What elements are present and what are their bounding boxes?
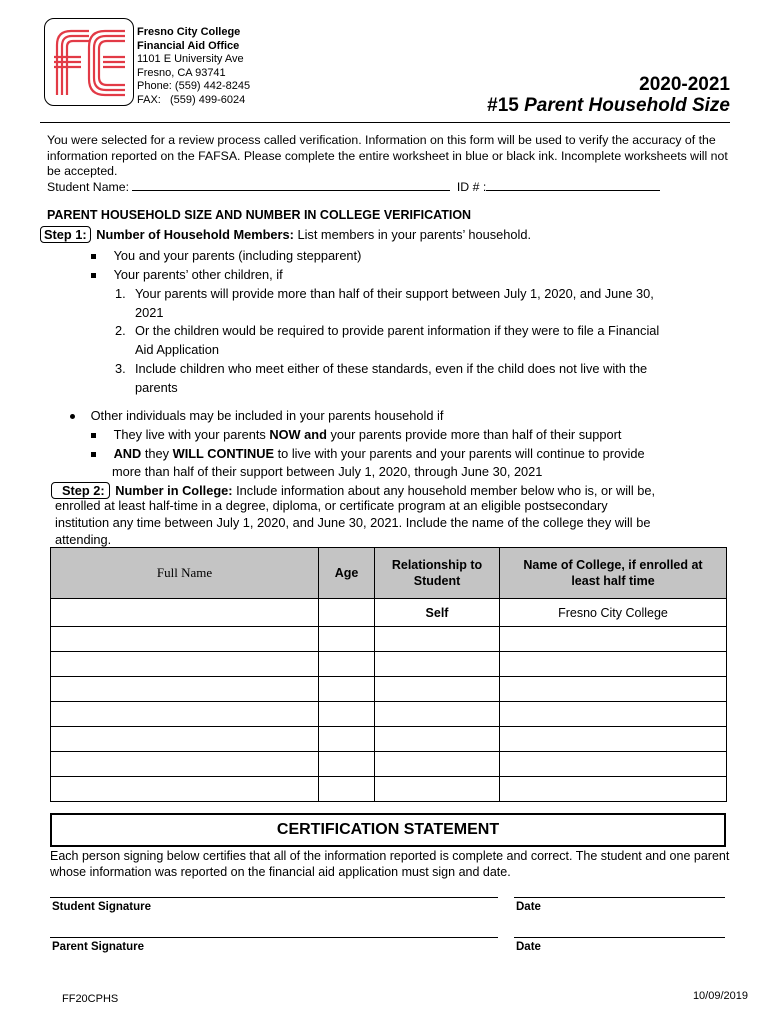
parent-signature-field[interactable] xyxy=(50,937,498,938)
sub1-text-a: They live with your parents xyxy=(113,427,270,442)
table-row xyxy=(51,702,727,727)
table-row xyxy=(51,627,727,652)
step1-text: List members in your parents’ household. xyxy=(293,227,532,242)
cell-relationship[interactable] xyxy=(375,727,500,752)
certification-heading: CERTIFICATION STATEMENT xyxy=(50,813,726,847)
student-id-label: ID # : xyxy=(456,180,487,194)
item-number: 2. xyxy=(115,323,126,338)
item-number: 1. xyxy=(115,286,126,301)
cell-relationship[interactable] xyxy=(375,652,500,677)
sub1-text-b: NOW and xyxy=(269,427,327,442)
sub2-text-b: they xyxy=(141,446,173,461)
step2-line3: institution any time between July 1, 2020, and June 30, 2021. Include the name of the college they will be xyxy=(55,515,651,530)
step2-line2: enrolled at least half-time in a degree, diploma, or certificate program at an eligible postsecondary xyxy=(55,498,608,513)
sub2-text-c: WILL CONTINUE xyxy=(172,446,275,461)
square-bullet-icon xyxy=(91,433,96,438)
cell-name[interactable] xyxy=(51,702,319,727)
cell-college[interactable] xyxy=(500,727,727,752)
form-year: 2020-2021 xyxy=(639,74,730,95)
form-number: #15 xyxy=(487,95,519,116)
street-address: 1101 E University Ave xyxy=(137,53,244,65)
item3-line1: Include children who meet either of these standards, even if the child does not live with the xyxy=(135,361,648,376)
cell-name[interactable] xyxy=(51,777,319,802)
table-row xyxy=(51,752,727,777)
square-bullet-icon xyxy=(91,452,96,457)
cell-name[interactable] xyxy=(51,627,319,652)
square-bullet-icon xyxy=(91,273,96,278)
cell-college[interactable] xyxy=(500,652,727,677)
cell-name[interactable] xyxy=(51,752,319,777)
list-item xyxy=(91,247,361,266)
header-age: Age xyxy=(319,548,375,599)
table-header-row xyxy=(51,548,727,599)
student-signature-field[interactable] xyxy=(50,897,498,898)
college-logo xyxy=(44,18,134,106)
cell-name[interactable] xyxy=(51,677,319,702)
cell-age[interactable] xyxy=(319,702,375,727)
step2-line4: attending. xyxy=(55,532,112,547)
list-item xyxy=(91,445,645,464)
cell-relationship[interactable] xyxy=(375,777,500,802)
table-row xyxy=(51,727,727,752)
certification-text: Each person signing below certifies that all of the information reported is complete and correct. The student and one parent whose information was reported on the financial aid application must sign and date. xyxy=(50,849,730,879)
round-bullet-icon xyxy=(70,414,75,419)
student-name-field[interactable] xyxy=(132,179,450,191)
sub2-text-a: AND xyxy=(113,446,142,461)
department-name: Financial Aid Office xyxy=(137,39,240,52)
table-row xyxy=(51,677,727,702)
student-date-field[interactable] xyxy=(514,897,725,898)
cell-age[interactable] xyxy=(319,627,375,652)
cell-name[interactable] xyxy=(51,652,319,677)
step1-badge: Step 1: xyxy=(40,226,91,243)
bullet-other-children: Your parents’ other children, if xyxy=(113,267,283,282)
step1-line xyxy=(40,226,531,245)
form-code: FF20CPHS xyxy=(62,993,119,1005)
sub2-text-d: to live with your parents and your parents will continue to provide xyxy=(274,446,645,461)
table-row xyxy=(51,652,727,677)
form-title-text: Parent Household Size xyxy=(524,95,730,116)
header-college: Name of College, if enrolled at least half time xyxy=(500,548,727,599)
sub1-text-c: your parents provide more than half of their support xyxy=(326,427,622,442)
step1-heading: Number of Household Members: xyxy=(96,227,294,242)
cell-college[interactable] xyxy=(500,777,727,802)
form-title xyxy=(487,95,730,117)
other-individuals: Other individuals may be included in your parents household if xyxy=(90,408,444,423)
cell-relationship: Self xyxy=(375,599,500,627)
step2-heading: Number in College: xyxy=(115,483,233,498)
fax-number: FAX: (559) 499-6024 xyxy=(137,93,246,106)
cell-age[interactable] xyxy=(319,727,375,752)
item2-line2: Aid Application xyxy=(135,342,219,357)
student-signature-label: Student Signature xyxy=(52,901,152,913)
item-number: 3. xyxy=(115,361,126,376)
student-name-label: Student Name: xyxy=(47,180,130,194)
list-item xyxy=(91,266,283,285)
cell-age[interactable] xyxy=(319,677,375,702)
table-row xyxy=(51,777,727,802)
cell-college[interactable] xyxy=(500,752,727,777)
header-divider xyxy=(40,122,730,123)
cell-name[interactable] xyxy=(51,599,319,627)
numbered-item-1 xyxy=(115,285,654,320)
item3-line2: parents xyxy=(135,380,178,395)
square-bullet-icon xyxy=(91,254,96,259)
list-item xyxy=(91,426,621,445)
numbered-item-2 xyxy=(115,322,660,357)
cell-college[interactable] xyxy=(500,627,727,652)
bullet-you-and-parents: You and your parents (including stepparent) xyxy=(113,248,362,263)
cell-age[interactable] xyxy=(319,599,375,627)
step2-badge: Step 2: xyxy=(51,482,110,499)
city-address: Fresno, CA 93741 xyxy=(137,66,226,79)
intro-paragraph: You were selected for a review process called verification. Information on this form will be used to verify the accuracy of the information reported on the FAFSA. Please complete the entire worksheet in blue or black ink. Incomplete worksheets will not be accepted. xyxy=(47,133,728,178)
student-date-label: Date xyxy=(516,901,541,913)
college-household-table xyxy=(50,547,727,802)
cell-age[interactable] xyxy=(319,752,375,777)
college-name: Fresno City College xyxy=(137,26,241,38)
step2-line1: Include information about any household member below who is, or will be, xyxy=(232,483,656,498)
cell-name[interactable] xyxy=(51,727,319,752)
header-relationship: Relationship to Student xyxy=(375,548,500,599)
cell-college[interactable] xyxy=(500,677,727,702)
header-full-name: Full Name xyxy=(51,548,319,599)
cell-relationship[interactable] xyxy=(375,627,500,652)
parent-signature-label: Parent Signature xyxy=(52,941,145,953)
table-row xyxy=(51,599,727,627)
phone-number: Phone: (559) 442-8245 xyxy=(137,80,251,92)
section-heading: PARENT HOUSEHOLD SIZE AND NUMBER IN COLLEGE VERIFICATION xyxy=(47,208,472,222)
office-address xyxy=(137,26,250,107)
fcc-logo-icon xyxy=(45,19,133,105)
numbered-item-3 xyxy=(115,360,648,395)
cell-relationship[interactable] xyxy=(375,752,500,777)
item1-line1: Your parents will provide more than half of their support between July 1, 2020, and June 30, xyxy=(135,286,654,301)
parent-date-label: Date xyxy=(516,941,541,953)
cell-age[interactable] xyxy=(319,777,375,802)
cell-age[interactable] xyxy=(319,652,375,677)
revision-date: 10/09/2019 xyxy=(692,990,748,1002)
parent-date-field[interactable] xyxy=(514,937,725,938)
list-item xyxy=(70,407,443,426)
student-info-line xyxy=(47,179,660,194)
cell-college: Fresno City College xyxy=(500,599,727,627)
student-id-field[interactable] xyxy=(486,179,660,191)
cell-relationship[interactable] xyxy=(375,677,500,702)
sub2-line2: more than half of their support between July 1, 2020, through June 30, 2021 xyxy=(112,464,543,479)
cell-college[interactable] xyxy=(500,702,727,727)
cell-relationship[interactable] xyxy=(375,702,500,727)
item2-line1: Or the children would be required to provide parent information if they were to file a Financial xyxy=(135,323,660,338)
item1-line2: 2021 xyxy=(135,305,164,320)
